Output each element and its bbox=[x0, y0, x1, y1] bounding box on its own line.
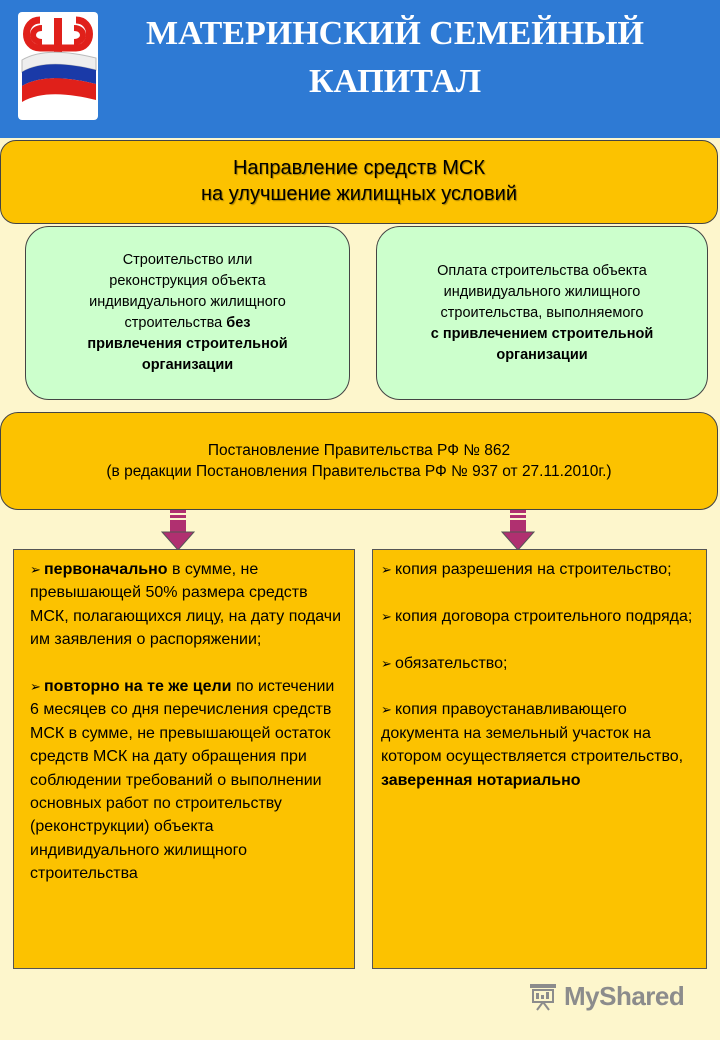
pfr-logo-icon bbox=[12, 8, 102, 126]
bullet-arrow-icon: ➢ bbox=[381, 655, 392, 671]
option-left-line-4b: без bbox=[226, 315, 251, 331]
item-bold-text: заверенная нотариально bbox=[381, 771, 581, 789]
bullet-arrow-icon: ➢ bbox=[381, 608, 392, 624]
option-right-line-4 bbox=[389, 324, 695, 345]
direction-banner bbox=[0, 140, 718, 224]
list-item bbox=[30, 675, 342, 886]
option-left-line-4a: строительства bbox=[124, 315, 227, 331]
list-item bbox=[30, 558, 342, 652]
item-text: по истечении 6 месяцев со дня перечисления средств МСК в сумме, не превышающей остаток средств МСК на дату обращения при соблюдении требований о выполнении основных работ по строительству (реконструкции) объекта индивидуального жилищного строительства bbox=[30, 678, 335, 883]
page-title bbox=[100, 10, 690, 106]
presentation-board-icon bbox=[528, 981, 558, 1011]
item-text: копия правоустанавливающего документа на земельный участок на котором осуществляется строительство, bbox=[381, 701, 684, 766]
option-right-line-5 bbox=[389, 345, 695, 366]
option-right-line-2: индивидуального жилищного bbox=[443, 283, 641, 300]
banner-line-1: Направление средств МСК bbox=[232, 157, 486, 179]
bullet-arrow-icon: ➢ bbox=[381, 702, 392, 718]
decree-line-1: Постановление Правительства РФ № 862 bbox=[207, 442, 511, 459]
title-line-1: МАТЕРИНСКИЙ СЕМЕЙНЫЙ bbox=[146, 15, 644, 52]
item-text: копия договора строительного подряда; bbox=[395, 607, 693, 625]
bullet-arrow-icon: ➢ bbox=[381, 562, 392, 577]
option-left-line-2: реконструкция объекта bbox=[109, 273, 266, 289]
watermark-text: MyShared bbox=[564, 980, 685, 1011]
option-without-contractor bbox=[25, 226, 350, 400]
payment-conditions-panel bbox=[13, 549, 355, 969]
option-left-line-1: Строительство или bbox=[122, 252, 253, 268]
item-bold-text: повторно на те же цели bbox=[44, 678, 232, 696]
government-decree-box bbox=[0, 412, 718, 510]
required-documents-panel bbox=[372, 549, 707, 969]
watermark bbox=[528, 978, 688, 1014]
bullet-arrow-icon: ➢ bbox=[30, 679, 41, 695]
option-right-line-4-text: с привлечением строительной bbox=[430, 325, 654, 342]
option-left-line-6-text: организации bbox=[141, 357, 234, 373]
option-left-line-5 bbox=[50, 334, 325, 355]
option-with-contractor bbox=[376, 226, 708, 400]
item-text: копия разрешения на строительство; bbox=[395, 561, 672, 578]
option-left-line-3: индивидуального жилищного bbox=[89, 294, 286, 310]
decree-line-2: (в редакции Постановления Правительства РФ № 937 от 27.11.2010г.) bbox=[106, 463, 612, 480]
banner-line-2: на улучшение жилищных условий bbox=[200, 183, 518, 205]
option-right-line-3: строительства, выполняемого bbox=[440, 304, 644, 321]
item-bold-text: первоначально bbox=[44, 561, 168, 578]
list-item bbox=[381, 558, 698, 581]
option-left-line-6 bbox=[50, 355, 325, 376]
option-right-line-1: Оплата строительства объекта bbox=[437, 262, 647, 279]
list-item bbox=[381, 698, 698, 792]
title-line-2: КАПИТАЛ bbox=[308, 63, 482, 100]
option-left-line-4 bbox=[50, 313, 325, 334]
option-right-line-5-text: организации bbox=[496, 346, 588, 363]
bullet-arrow-icon: ➢ bbox=[30, 562, 41, 577]
option-left-line-5-text: привлечения строительной bbox=[87, 336, 288, 352]
header-bar bbox=[0, 0, 720, 138]
item-text: обязательство; bbox=[395, 654, 508, 672]
list-item bbox=[381, 605, 698, 628]
down-arrow-icon bbox=[160, 510, 196, 552]
down-arrow-icon bbox=[500, 510, 536, 552]
list-item bbox=[381, 652, 698, 675]
item-text: в сумме, не превышающей 50% размера средств МСК, полагающихся лицу, на дату подачи им заявления о распоряжении; bbox=[30, 561, 342, 649]
